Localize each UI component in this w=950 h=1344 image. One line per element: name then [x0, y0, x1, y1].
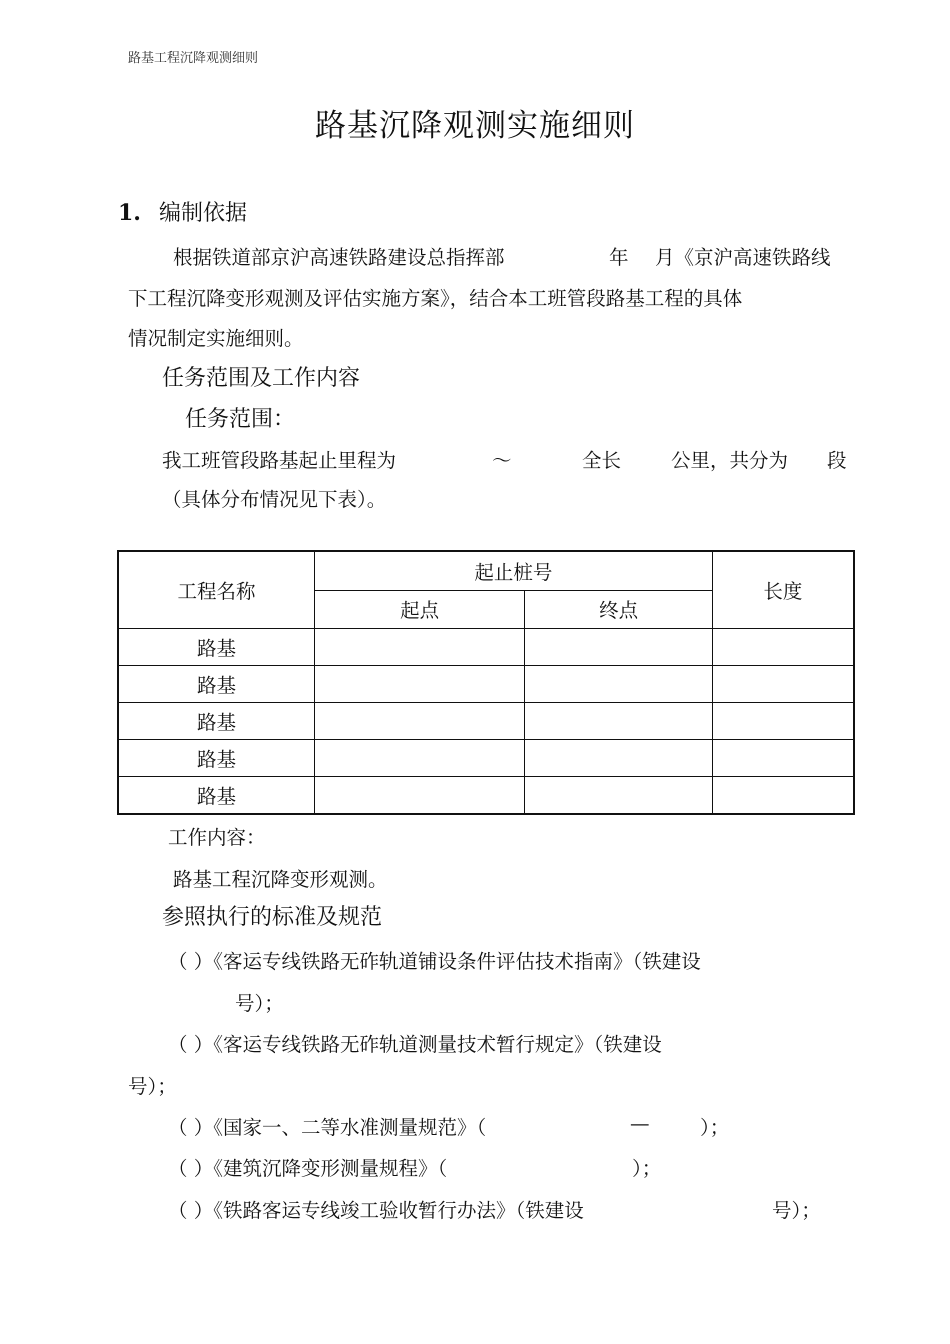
- section-title: 编制依据: [158, 201, 247, 226]
- row-end: [525, 666, 712, 703]
- standard-3c: ）；: [700, 1116, 730, 1139]
- section-number: 1.: [118, 200, 141, 226]
- table-row: [118, 740, 854, 777]
- scope-text-c: 全长: [582, 449, 622, 472]
- standard-2a: （ ）《客运专线铁路无砟轨道测量技术暂行规定》（铁建设: [168, 1033, 662, 1056]
- row-end: [525, 777, 712, 815]
- table-row: [118, 703, 854, 740]
- standard-5b: 号）；: [772, 1199, 821, 1222]
- basis-line3: 情况制定实施细则。: [128, 327, 304, 350]
- row-length: [712, 703, 854, 740]
- task-scope-label: 任务范围：: [185, 407, 296, 432]
- header-start: 起点: [314, 590, 524, 629]
- work-content-label: 工作内容：: [168, 826, 266, 849]
- row-length: [712, 666, 854, 703]
- standard-1a: （ ）《客运专线铁路无砟轨道铺设条件评估技术指南》（铁建设: [168, 950, 701, 973]
- header-end: 终点: [525, 590, 712, 629]
- section-heading: [118, 196, 247, 227]
- standard-4a: （ ）《建筑沉降变形测量规程》（: [168, 1157, 448, 1180]
- row-end: [525, 629, 712, 666]
- basis-line1b: 年: [609, 246, 629, 269]
- row-start: [314, 666, 524, 703]
- document-title: 路基沉降观测实施细则: [315, 108, 635, 144]
- row-name: 路基: [118, 629, 314, 666]
- row-length: [712, 777, 854, 815]
- row-name: 路基: [118, 777, 314, 815]
- scope-text-d: 公里，共分为: [671, 449, 789, 472]
- row-end: [525, 740, 712, 777]
- segment-table: [117, 550, 855, 815]
- row-name: 路基: [118, 740, 314, 777]
- scope-text-a: 我工班管段路基起止里程为: [162, 449, 397, 472]
- row-length: [712, 629, 854, 666]
- row-name: 路基: [118, 666, 314, 703]
- table-row: [118, 666, 854, 703]
- table-row: [118, 777, 854, 815]
- header-stake-range: 起止桩号: [314, 551, 712, 590]
- row-length: [712, 740, 854, 777]
- running-header: 路基工程沉降观测细则: [128, 51, 259, 66]
- standard-2b: 号）；: [128, 1075, 177, 1098]
- row-start: [314, 777, 524, 815]
- row-end: [525, 703, 712, 740]
- table-row: [118, 629, 854, 666]
- work-content-desc: 路基工程沉降变形观测。: [173, 868, 388, 891]
- standard-4b: ）；: [632, 1157, 662, 1180]
- basis-line1a: 根据铁道部京沪高速铁路建设总指挥部: [173, 246, 505, 269]
- scope-line2: （具体分布情况见下表）。: [162, 488, 387, 511]
- scope-text-e: 段: [827, 449, 847, 472]
- standard-5a: （ ）《铁路客运专线竣工验收暂行办法》（铁建设: [168, 1199, 584, 1222]
- header-length: 长度: [712, 551, 854, 629]
- header-project-name: 工程名称: [118, 551, 314, 629]
- scope-text-b: ～: [492, 449, 512, 472]
- basis-line1c: 月《京沪高速铁路线: [655, 246, 831, 269]
- basis-line2: 下工程沉降变形观测及评估实施方案》，结合本工班管段路基工程的具体: [128, 287, 743, 310]
- standard-3a: （ ）《国家一、二等水准测量规范》（: [168, 1116, 487, 1139]
- row-start: [314, 703, 524, 740]
- row-name: 路基: [118, 703, 314, 740]
- task-heading: 任务范围及工作内容: [162, 366, 361, 391]
- standards-heading: 参照执行的标准及规范: [162, 905, 383, 930]
- standard-1b: 号）；: [235, 992, 284, 1015]
- row-start: [314, 629, 524, 666]
- row-start: [314, 740, 524, 777]
- standard-3b: —: [630, 1112, 650, 1135]
